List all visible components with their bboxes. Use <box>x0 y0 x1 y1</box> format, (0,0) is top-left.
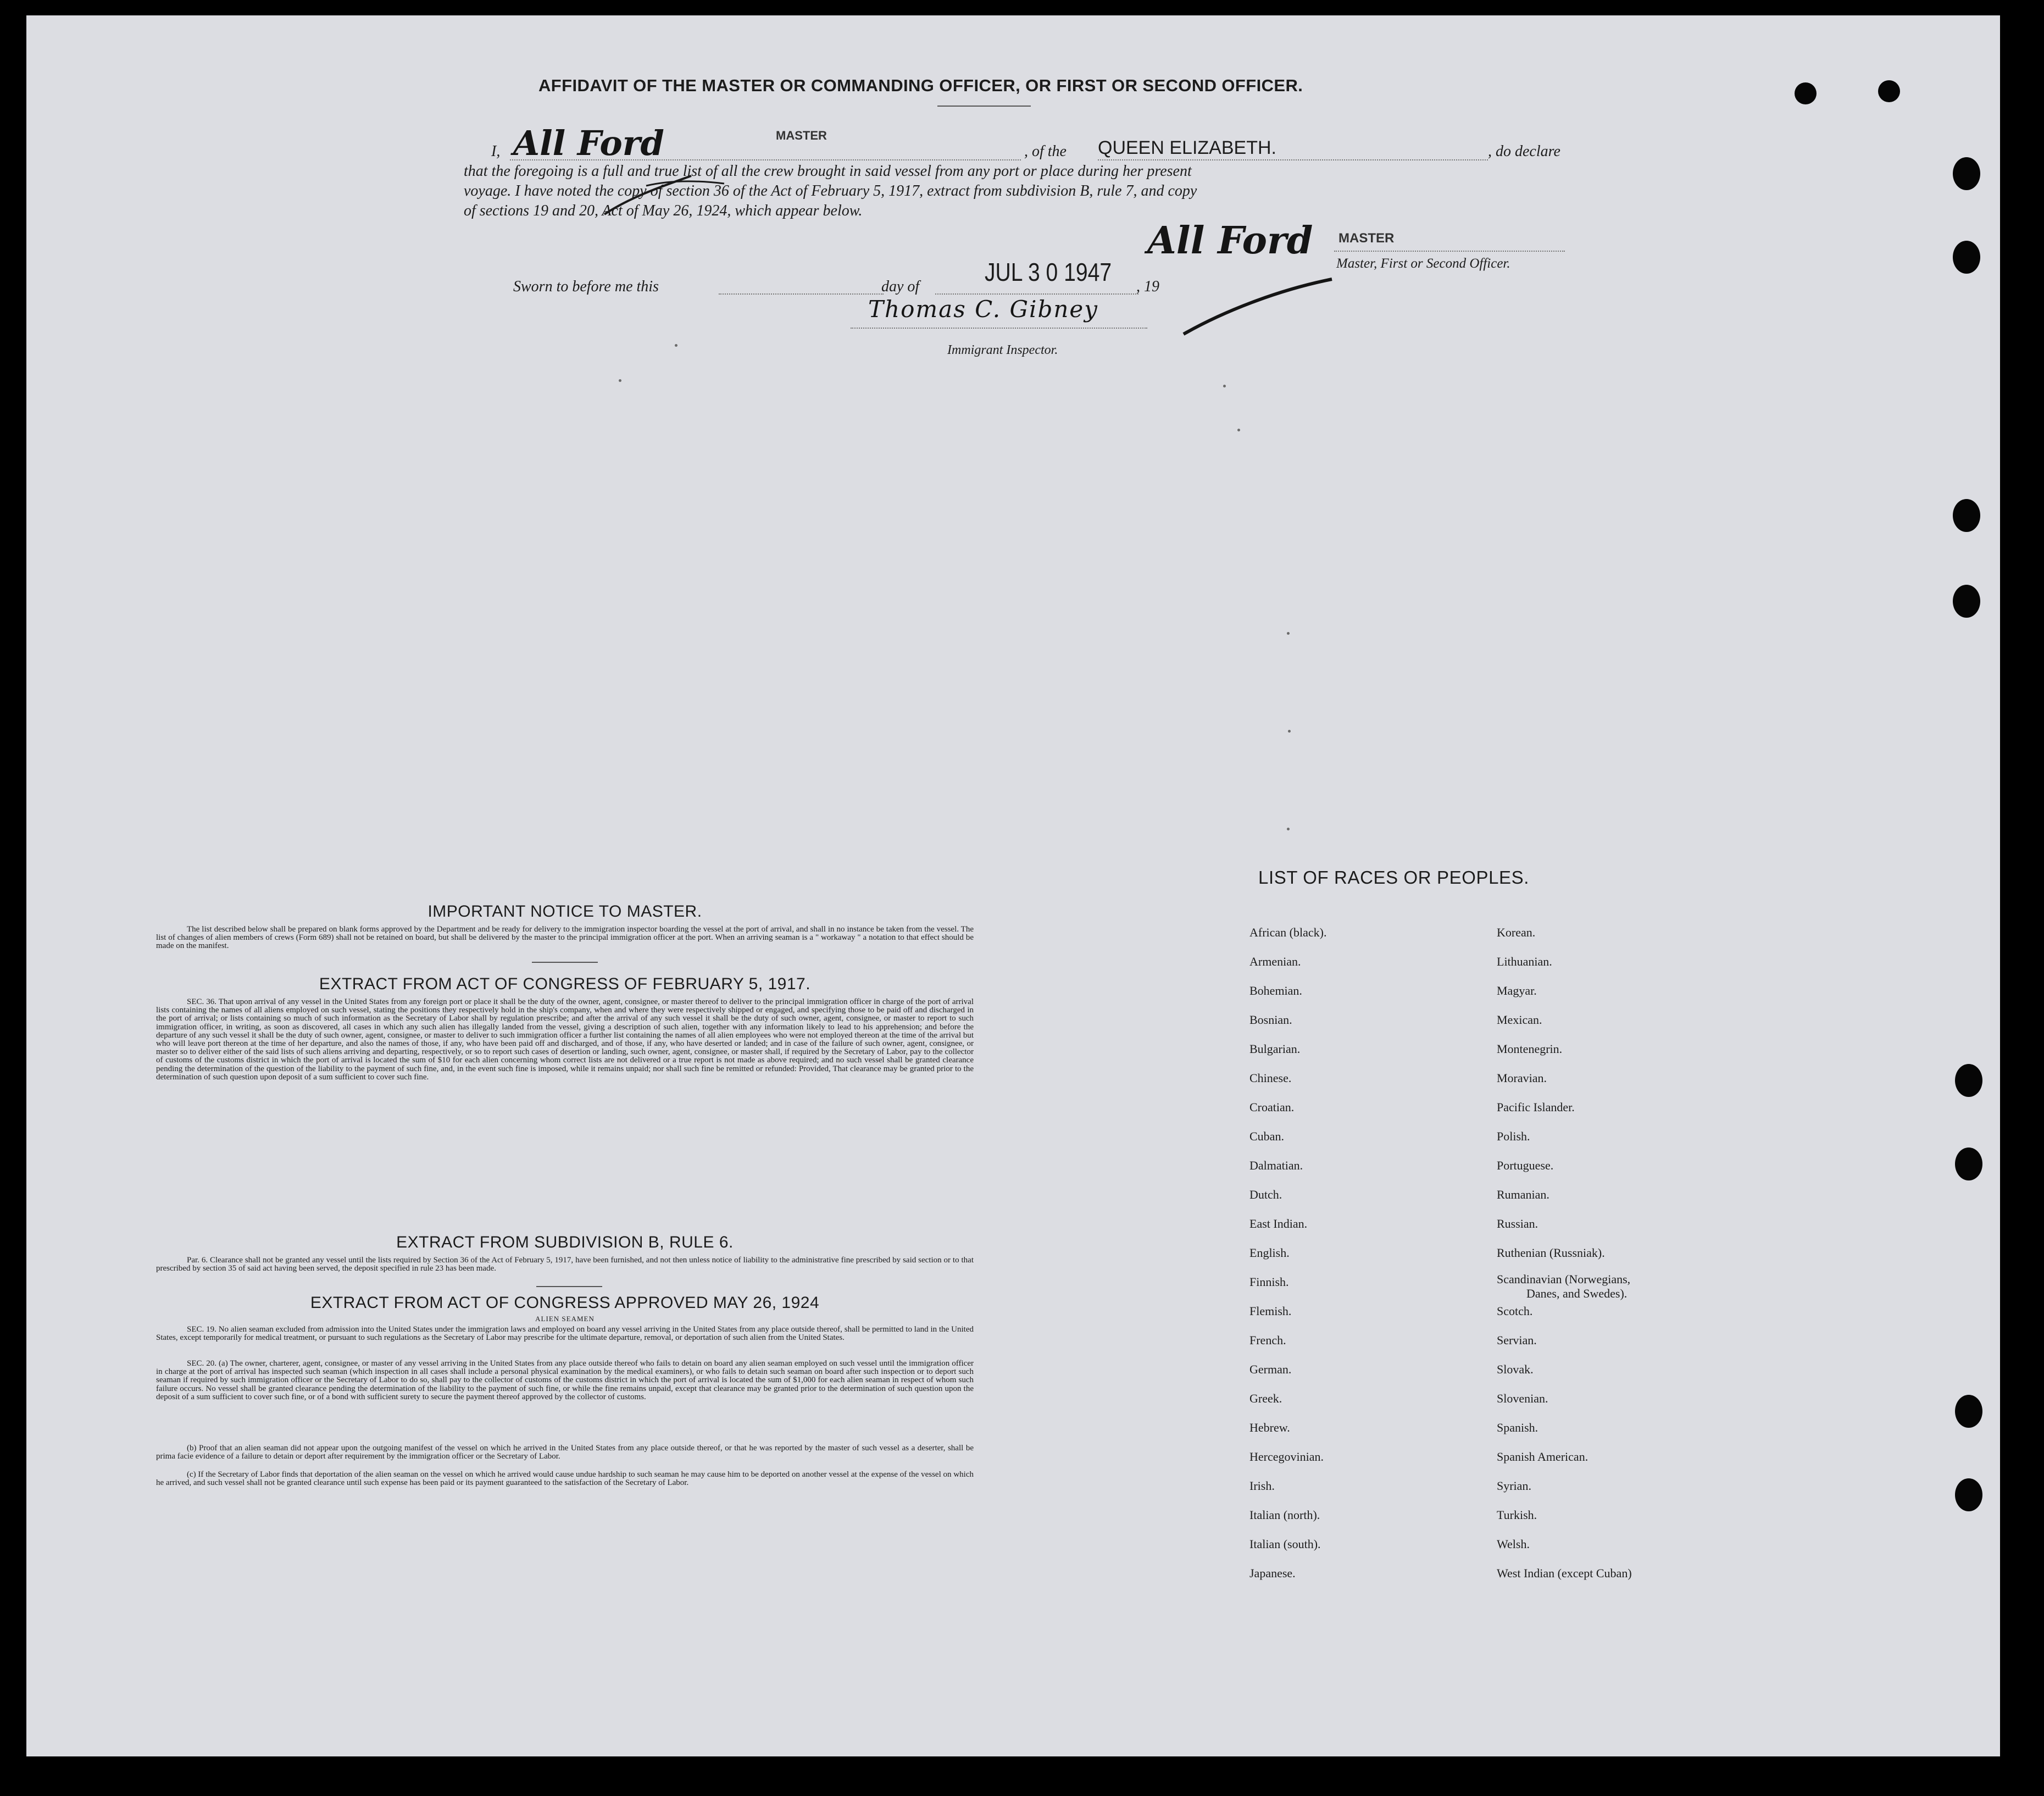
race-item: Greek. <box>1249 1392 1282 1405</box>
master-signature: All Ford <box>513 123 664 163</box>
affidavit-line-4: of sections 19 and 20, Act of May 26, 1924, which appear below. <box>464 202 863 219</box>
race-item: Bohemian. <box>1249 984 1302 997</box>
race-item: Armenian. <box>1249 955 1301 968</box>
day-of-label: day of <box>881 278 920 295</box>
race-item: Chinese. <box>1249 1071 1292 1085</box>
race-item: Russian. <box>1497 1217 1538 1230</box>
race-item: African (black). <box>1249 925 1327 939</box>
race-item: Flemish. <box>1249 1304 1292 1318</box>
race-item: Moravian. <box>1497 1071 1547 1085</box>
of-the-label: , of the <box>1024 143 1067 160</box>
date-line <box>935 293 1138 295</box>
race-item: West Indian (except Cuban) <box>1497 1566 1632 1580</box>
pen-strokes <box>598 164 796 224</box>
alien-seamen-subheading: ALIEN SEAMEN <box>535 1315 595 1323</box>
race-item: Scotch. <box>1497 1304 1533 1318</box>
officer-signature: All Ford <box>1147 219 1313 263</box>
signature-underline-stroke <box>1178 274 1337 340</box>
race-item: Finnish. <box>1249 1275 1289 1289</box>
sworn-label: Sworn to before me this <box>513 278 659 295</box>
race-item: Spanish. <box>1497 1421 1538 1434</box>
extract-1924-sec-20c: (c) If the Secretary of Labor finds that deportation of the alien seaman on the vessel on which he arrived would cause undue hardship to such seaman he may cause him to be deported on another vessel at the expense of the vessel on which he arrived, and such vessel shall not be granted clearance until such expense has been paid or its payment guaranteed to the satisfaction of the Secretary of Labor. <box>156 1470 974 1488</box>
race-item: Spanish American. <box>1497 1450 1588 1464</box>
race-item: Welsh. <box>1497 1537 1530 1551</box>
race-item: Japanese. <box>1249 1566 1296 1580</box>
punch-hole <box>1953 585 1980 618</box>
scan-speck <box>1287 828 1290 830</box>
affidavit-title: AFFIDAVIT OF THE MASTER OR COMMANDING OFFICER, OR FIRST OR SECOND OFFICER. <box>538 76 1303 95</box>
date-stamp: JUL 3 0 1947 <box>985 258 1112 286</box>
race-item: Bulgarian. <box>1249 1042 1301 1056</box>
affidavit-line-2: that the foregoing is a full and true list of all the crew brought in said vessel from any port or place during her present <box>464 163 1192 180</box>
race-item: Syrian. <box>1497 1479 1531 1493</box>
vessel-line <box>1098 159 1488 160</box>
race-item: East Indian. <box>1249 1217 1308 1230</box>
officer-caption: Master, First or Second Officer. <box>1336 256 1510 271</box>
race-item: English. <box>1249 1246 1290 1260</box>
race-item: Turkish. <box>1497 1508 1537 1522</box>
inspector-signature: Thomas C. Gibney <box>868 296 1098 323</box>
race-item: Hebrew. <box>1249 1421 1290 1434</box>
rule-6-text: Par. 6. Clearance shall not be granted any vessel until the lists required by Section 36 of the Act of February 5, 1917, have been furnished, and not then unless notice of liability to the administrative fine prescribed by said section or to that prescribed by section 35 of said act having been served, the deposit specified in rule 23 has been made. <box>156 1256 974 1273</box>
rule-6-heading: EXTRACT FROM SUBDIVISION B, RULE 6. <box>396 1233 734 1251</box>
scan-speck <box>619 379 621 382</box>
divider <box>937 106 1031 107</box>
races-heading: LIST OF RACES OR PEOPLES. <box>1258 867 1530 888</box>
extract-1924-sec-20a: SEC. 20. (a) The owner, charterer, agent, consignee, or master of any vessel arriving in the United States from any place outside thereof who fails to detain on board any alien seaman employed on such vessel until the immigration officer in charge at the port of arrival has inspected such seaman (which inspection in all cases shall include a personal physical examination by the medical examiners), or who fails to detain such seaman on board after such inspection or to deport such seaman if required by such immigration officer or the Secretary of Labor to do so, shall pay to the collector of customs of the customs district in which the port of arrival is located the sum of $1,000 for each alien seaman in respect of whom such failure occurs. No vessel shall be granted clearance pending the determination of the liability to the payment of such fine, or while the fine remains unpaid, except that clearance may be granted prior to the determination of such question upon the deposit of a sum sufficient to cover such fine, or of a bond with sufficient surety to secure the payment thereof approved by the collector of customs. <box>156 1359 974 1401</box>
scan-speck <box>1223 385 1226 387</box>
extract-1924-heading: EXTRACT FROM ACT OF CONGRESS APPROVED MAY 26, 1924 <box>310 1294 820 1312</box>
race-item: Hercegovinian. <box>1249 1450 1324 1464</box>
race-item: Slovak. <box>1497 1362 1534 1376</box>
extract-1924-sec-19: SEC. 19. No alien seaman excluded from admission into the United States under the immigration laws and employed on board any vessel arriving in the United States from any place outside thereof, shall be permitted to land in the United States, except temporarily for medical treatment, or pursuant to such regulations as the Secretary of Labor may prescribe for the ultimate departure, removal, or deportation of such alien from the United States. <box>156 1325 974 1343</box>
race-item: German. <box>1249 1362 1292 1376</box>
scan-speck <box>1288 730 1291 733</box>
punch-hole <box>1795 82 1817 104</box>
scan-speck <box>675 344 677 347</box>
officer-line <box>1334 251 1565 252</box>
divider <box>532 962 598 963</box>
punch-hole <box>1953 499 1980 532</box>
race-item: Korean. <box>1497 925 1536 939</box>
race-item: Montenegrin. <box>1497 1042 1563 1056</box>
race-item: Bosnian. <box>1249 1013 1292 1027</box>
race-item: Irish. <box>1249 1479 1275 1493</box>
race-item-continued: Danes, and Swedes). <box>1526 1287 1628 1300</box>
vessel-name: QUEEN ELIZABETH. <box>1098 137 1276 158</box>
race-item: Polish. <box>1497 1129 1530 1143</box>
master-stamp: MASTER <box>776 129 827 142</box>
scan-speck <box>1237 429 1240 431</box>
do-declare-label: , do declare <box>1488 143 1560 160</box>
master-stamp-2: MASTER <box>1338 231 1395 246</box>
punch-hole <box>1955 1395 1982 1428</box>
extract-1917-text: SEC. 36. That upon arrival of any vessel in the United States from any foreign port or place it shall be the duty of the owner, agent, consignee, or master thereof to deliver to the principal immigration officer in charge of the port of arrival lists containing the names of all aliens employed on such vessel, stating the positions they respectively hold in the ship's company, when and where they were respectively shipped or engaged, and specifying those to be paid off and discharged in the port of arrival; or lists containing so much of such information as the Secretary of Labor shall by regulation prescribe; and after the arrival of any such vessel it shall be the duty of such owner, agent, consignee, or master to report to such immigration officer, in writing, as soon as discovered, all cases in which any such alien has illegally landed from the vessel, giving a description of such alien, together with any information likely to lead to his apprehension; and before the departure of any such vessel it shall be the duty of such owner, agent, consignee, or master to deliver to such immigration officer a further list containing the names of all alien employees who were not employed thereon at the time of the arrival but who will leave port thereon at the time of her departure, and also the names of those, if any, who have been paid off and discharged, and of those, if any, who have deserted or landed; and in case of the failure of such owner, agent, consignee, or master so to deliver either of the said lists of such aliens arriving and departing, respectively, or so to report such cases of desertion or landing, such owner, agent, consignee, or master shall, if required by the Secretary of Labor, pay to the collector of customs of the customs district in which the port of arrival is located the sum of $10 for each alien concerning whom correct lists are not delivered or a true report is not made as above required; and no such vessel shall be granted clearance pending the determination of the question of the liability to the payment of such fine, and, in the event such fine is imposed, while it remains unpaid; nor shall such fine be remitted or refunded: Provided, That clearance may be granted prior to the determination of such question upon deposit of a sum sufficient to cover such fine. <box>156 997 974 1082</box>
race-item: Slovenian. <box>1497 1392 1548 1405</box>
race-item: Italian (south). <box>1249 1537 1321 1551</box>
race-item: Pacific Islander. <box>1497 1100 1575 1114</box>
day-line <box>719 293 884 295</box>
race-item: Servian. <box>1497 1333 1537 1347</box>
race-item: Croatian. <box>1249 1100 1295 1114</box>
punch-hole <box>1953 241 1980 274</box>
inspector-line <box>851 328 1147 329</box>
year-prefix: , 19 <box>1136 278 1159 295</box>
affidavit-line-3: voyage. I have noted the copy of section 36 of the Act of February 5, 1917, extract from subdivision B, rule 7, and copy <box>464 182 1197 199</box>
race-item: Lithuanian. <box>1497 955 1552 968</box>
notice-text: The list described below shall be prepared on blank forms approved by the Department and be ready for delivery to the immigration inspector boarding the vessel at the port of arrival, and shall in no instance be taken from the vessel. The list of changes of alien members of crews (Form 689) shall not be retained on board, but shall be delivered by the master to the principal immigration officer at the port. When an arriving seaman is a " workaway " a notation to that effect should be made on the manifest. <box>156 925 974 951</box>
race-item: Mexican. <box>1497 1013 1542 1027</box>
race-item: Magyar. <box>1497 984 1537 997</box>
notice-heading: IMPORTANT NOTICE TO MASTER. <box>427 902 702 921</box>
affidavit-i: I, <box>491 143 501 160</box>
scan-speck <box>1287 632 1290 635</box>
race-item: Cuban. <box>1249 1129 1284 1143</box>
punch-hole <box>1953 157 1980 190</box>
inspector-caption: Immigrant Inspector. <box>947 343 1058 357</box>
punch-hole <box>1955 1064 1982 1097</box>
punch-hole <box>1955 1148 1982 1180</box>
punch-hole <box>1878 80 1900 102</box>
punch-hole <box>1955 1478 1982 1511</box>
race-item: Ruthenian (Russniak). <box>1497 1246 1605 1260</box>
race-item: Portuguese. <box>1497 1158 1554 1172</box>
race-item: Dutch. <box>1249 1188 1282 1201</box>
extract-1917-heading: EXTRACT FROM ACT OF CONGRESS OF FEBRUARY 5, 1917. <box>319 975 811 993</box>
race-item: Scandinavian (Norwegians, <box>1497 1272 1631 1286</box>
race-item: Dalmatian. <box>1249 1158 1303 1172</box>
race-item: French. <box>1249 1333 1286 1347</box>
race-item: Italian (north). <box>1249 1508 1320 1522</box>
document-page <box>26 15 2000 1756</box>
divider <box>536 1286 602 1287</box>
extract-1924-sec-20b: (b) Proof that an alien seaman did not appear upon the outgoing manifest of the vessel on which he arrived in the United States from any place outside thereof, or that he was reported by the master of such vessel as a deserter, shall be prima facie evidence of a failure to detain or deport after requirement by the immigration officer or the Secretary of Labor. <box>156 1444 974 1461</box>
race-item: Rumanian. <box>1497 1188 1549 1201</box>
